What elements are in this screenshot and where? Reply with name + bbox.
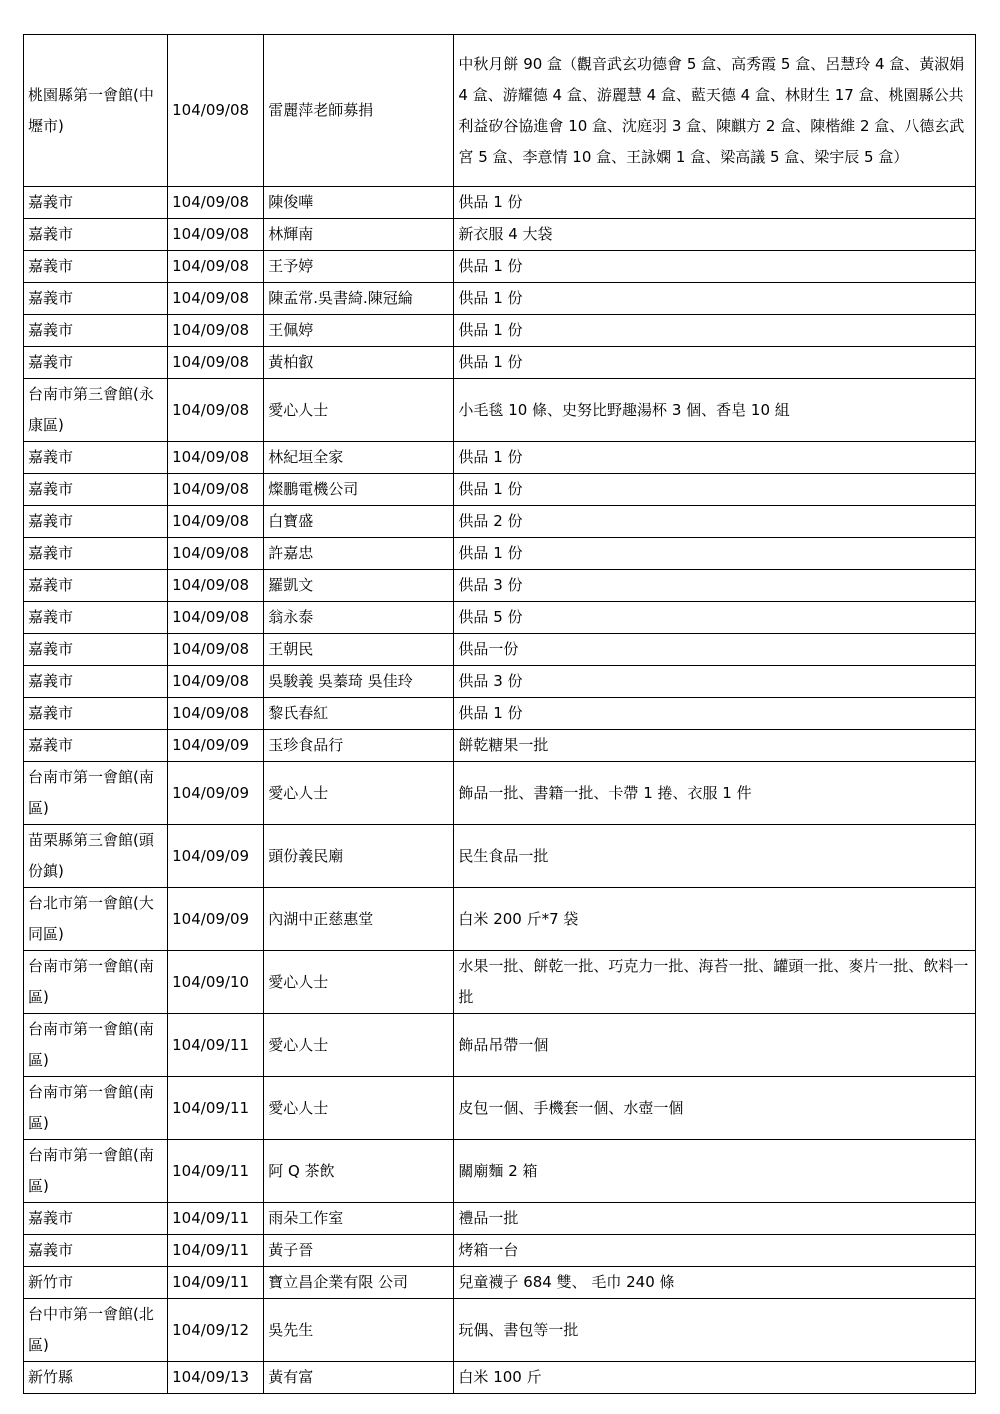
date-cell: 104/09/08 — [168, 634, 264, 666]
date-cell: 104/09/08 — [168, 283, 264, 315]
table-row — [24, 666, 976, 698]
date-cell: 104/09/08 — [168, 379, 264, 442]
donor-cell: 許嘉忠 — [264, 538, 454, 570]
location-cell: 嘉義市 — [24, 1235, 168, 1267]
location-cell: 台北市第一會館(大同區) — [24, 888, 168, 951]
date-cell: 104/09/11 — [168, 1235, 264, 1267]
table-row — [24, 442, 976, 474]
donor-cell: 頭份義民廟 — [264, 825, 454, 888]
donor-cell: 黎氏春紅 — [264, 698, 454, 730]
items-cell: 供品 3 份 — [454, 666, 976, 698]
table-row — [24, 634, 976, 666]
table-row — [24, 825, 976, 888]
location-cell: 嘉義市 — [24, 187, 168, 219]
location-cell: 嘉義市 — [24, 442, 168, 474]
donor-cell: 黃有富 — [264, 1362, 454, 1394]
donation-table — [23, 34, 976, 1394]
items-cell: 飾品吊帶一個 — [454, 1014, 976, 1077]
date-cell: 104/09/09 — [168, 825, 264, 888]
items-cell: 供品 1 份 — [454, 698, 976, 730]
location-cell: 嘉義市 — [24, 570, 168, 602]
donor-cell: 玉珍食品行 — [264, 730, 454, 762]
table-row — [24, 1014, 976, 1077]
table-row — [24, 1267, 976, 1299]
items-cell: 供品 1 份 — [454, 538, 976, 570]
location-cell: 嘉義市 — [24, 219, 168, 251]
table-row — [24, 951, 976, 1014]
location-cell: 嘉義市 — [24, 730, 168, 762]
date-cell: 104/09/09 — [168, 888, 264, 951]
table-row — [24, 187, 976, 219]
donor-cell: 白寶盛 — [264, 506, 454, 538]
items-cell: 供品 1 份 — [454, 474, 976, 506]
location-cell: 嘉義市 — [24, 538, 168, 570]
table-row — [24, 1235, 976, 1267]
donor-cell: 林紀垣全家 — [264, 442, 454, 474]
table-row — [24, 474, 976, 506]
location-cell: 台中市第一會館(北區) — [24, 1299, 168, 1362]
date-cell: 104/09/08 — [168, 538, 264, 570]
date-cell: 104/09/08 — [168, 442, 264, 474]
donor-cell: 陳孟常.吳書綺.陳冠綸 — [264, 283, 454, 315]
date-cell: 104/09/11 — [168, 1077, 264, 1140]
table-row — [24, 506, 976, 538]
donor-cell: 陳俊嘩 — [264, 187, 454, 219]
donor-cell: 內湖中正慈惠堂 — [264, 888, 454, 951]
items-cell: 供品 1 份 — [454, 315, 976, 347]
items-cell: 小毛毯 10 條、史努比野趣湯杯 3 個、香皂 10 組 — [454, 379, 976, 442]
date-cell: 104/09/08 — [168, 570, 264, 602]
items-cell: 供品一份 — [454, 634, 976, 666]
location-cell: 台南市第三會館(永康區) — [24, 379, 168, 442]
date-cell: 104/09/09 — [168, 730, 264, 762]
date-cell: 104/09/08 — [168, 315, 264, 347]
location-cell: 台南市第一會館(南區) — [24, 1077, 168, 1140]
date-cell: 104/09/08 — [168, 35, 264, 187]
table-row — [24, 570, 976, 602]
table-row — [24, 762, 976, 825]
items-cell: 民生食品一批 — [454, 825, 976, 888]
location-cell: 桃園縣第一會館(中壢市) — [24, 35, 168, 187]
date-cell: 104/09/08 — [168, 666, 264, 698]
donation-table-body — [24, 35, 976, 1394]
donor-cell: 羅凱文 — [264, 570, 454, 602]
items-cell: 水果一批、餅乾一批、巧克力一批、海苔一批、罐頭一批、麥片一批、飲料一批 — [454, 951, 976, 1014]
date-cell: 104/09/08 — [168, 187, 264, 219]
date-cell: 104/09/13 — [168, 1362, 264, 1394]
location-cell: 嘉義市 — [24, 666, 168, 698]
location-cell: 嘉義市 — [24, 698, 168, 730]
location-cell: 嘉義市 — [24, 1203, 168, 1235]
location-cell: 台南市第一會館(南區) — [24, 951, 168, 1014]
items-cell: 禮品一批 — [454, 1203, 976, 1235]
donor-cell: 翁永泰 — [264, 602, 454, 634]
date-cell: 104/09/08 — [168, 506, 264, 538]
date-cell: 104/09/08 — [168, 347, 264, 379]
location-cell: 苗栗縣第三會館(頭份鎮) — [24, 825, 168, 888]
location-cell: 嘉義市 — [24, 251, 168, 283]
table-row — [24, 347, 976, 379]
items-cell: 供品 1 份 — [454, 283, 976, 315]
location-cell: 台南市第一會館(南區) — [24, 1014, 168, 1077]
donor-cell: 黃子晉 — [264, 1235, 454, 1267]
table-row — [24, 35, 976, 187]
table-row — [24, 379, 976, 442]
items-cell: 兒童襪子 684 雙、 毛巾 240 條 — [454, 1267, 976, 1299]
items-cell: 餅乾糖果一批 — [454, 730, 976, 762]
date-cell: 104/09/12 — [168, 1299, 264, 1362]
items-cell: 供品 1 份 — [454, 347, 976, 379]
items-cell: 供品 5 份 — [454, 602, 976, 634]
items-cell: 供品 2 份 — [454, 506, 976, 538]
date-cell: 104/09/08 — [168, 219, 264, 251]
items-cell: 供品 1 份 — [454, 251, 976, 283]
donor-cell: 吳駿義 吳蓁琦 吳佳玲 — [264, 666, 454, 698]
donor-cell: 吳先生 — [264, 1299, 454, 1362]
donor-cell: 王朝民 — [264, 634, 454, 666]
donor-cell: 愛心人士 — [264, 379, 454, 442]
donor-cell: 王佩婷 — [264, 315, 454, 347]
location-cell: 嘉義市 — [24, 634, 168, 666]
location-cell: 嘉義市 — [24, 602, 168, 634]
table-row — [24, 538, 976, 570]
date-cell: 104/09/08 — [168, 698, 264, 730]
table-row — [24, 1140, 976, 1203]
table-row — [24, 888, 976, 951]
location-cell: 嘉義市 — [24, 474, 168, 506]
items-cell: 供品 1 份 — [454, 187, 976, 219]
location-cell: 嘉義市 — [24, 315, 168, 347]
date-cell: 104/09/08 — [168, 251, 264, 283]
items-cell: 供品 3 份 — [454, 570, 976, 602]
donor-cell: 寶立昌企業有限 公司 — [264, 1267, 454, 1299]
donor-cell: 黃柏叡 — [264, 347, 454, 379]
date-cell: 104/09/11 — [168, 1014, 264, 1077]
items-cell: 白米 100 斤 — [454, 1362, 976, 1394]
location-cell: 嘉義市 — [24, 347, 168, 379]
table-row — [24, 1203, 976, 1235]
donor-cell: 燦鵬電機公司 — [264, 474, 454, 506]
table-row — [24, 219, 976, 251]
table-row — [24, 251, 976, 283]
donor-cell: 愛心人士 — [264, 951, 454, 1014]
items-cell: 新衣服 4 大袋 — [454, 219, 976, 251]
date-cell: 104/09/10 — [168, 951, 264, 1014]
location-cell: 台南市第一會館(南區) — [24, 762, 168, 825]
date-cell: 104/09/11 — [168, 1203, 264, 1235]
table-row — [24, 730, 976, 762]
items-cell: 玩偶、書包等一批 — [454, 1299, 976, 1362]
table-row — [24, 1299, 976, 1362]
location-cell: 嘉義市 — [24, 283, 168, 315]
donor-cell: 雷麗萍老師募捐 — [264, 35, 454, 187]
items-cell: 白米 200 斤*7 袋 — [454, 888, 976, 951]
donor-cell: 愛心人士 — [264, 762, 454, 825]
donor-cell: 愛心人士 — [264, 1077, 454, 1140]
date-cell: 104/09/08 — [168, 474, 264, 506]
table-row — [24, 698, 976, 730]
items-cell: 中秋月餅 90 盒（觀音武玄功德會 5 盒、高秀霞 5 盒、呂慧玲 4 盒、黃淑娟 4 盒、游耀德 4 盒、游麗慧 4 盒、藍天德 4 盒、林財生 17 盒、桃園縣公共利益矽谷協進會 10 盒、沈庭羽 3 盒、陳麒方 2 盒、陳楷維 2 盒、八德玄武宮 5 盒、李意情 10 盒、王詠嫻 1 盒、梁高議 5 盒、梁宇辰 5 盒） — [454, 35, 976, 187]
date-cell: 104/09/09 — [168, 762, 264, 825]
date-cell: 104/09/08 — [168, 602, 264, 634]
items-cell: 皮包一個、手機套一個、水壺一個 — [454, 1077, 976, 1140]
items-cell: 烤箱一台 — [454, 1235, 976, 1267]
donor-cell: 愛心人士 — [264, 1014, 454, 1077]
location-cell: 嘉義市 — [24, 506, 168, 538]
location-cell: 新竹市 — [24, 1267, 168, 1299]
donor-cell: 雨朵工作室 — [264, 1203, 454, 1235]
donor-cell: 林輝南 — [264, 219, 454, 251]
items-cell: 飾品一批、書籍一批、卡帶 1 捲、衣服 1 件 — [454, 762, 976, 825]
location-cell: 台南市第一會館(南區) — [24, 1140, 168, 1203]
donor-cell: 阿 Q 茶飲 — [264, 1140, 454, 1203]
table-row — [24, 283, 976, 315]
date-cell: 104/09/11 — [168, 1140, 264, 1203]
items-cell: 關廟麵 2 箱 — [454, 1140, 976, 1203]
table-row — [24, 602, 976, 634]
table-row — [24, 1362, 976, 1394]
donor-cell: 王予婷 — [264, 251, 454, 283]
location-cell: 新竹縣 — [24, 1362, 168, 1394]
table-row — [24, 315, 976, 347]
table-row — [24, 1077, 976, 1140]
date-cell: 104/09/11 — [168, 1267, 264, 1299]
items-cell: 供品 1 份 — [454, 442, 976, 474]
